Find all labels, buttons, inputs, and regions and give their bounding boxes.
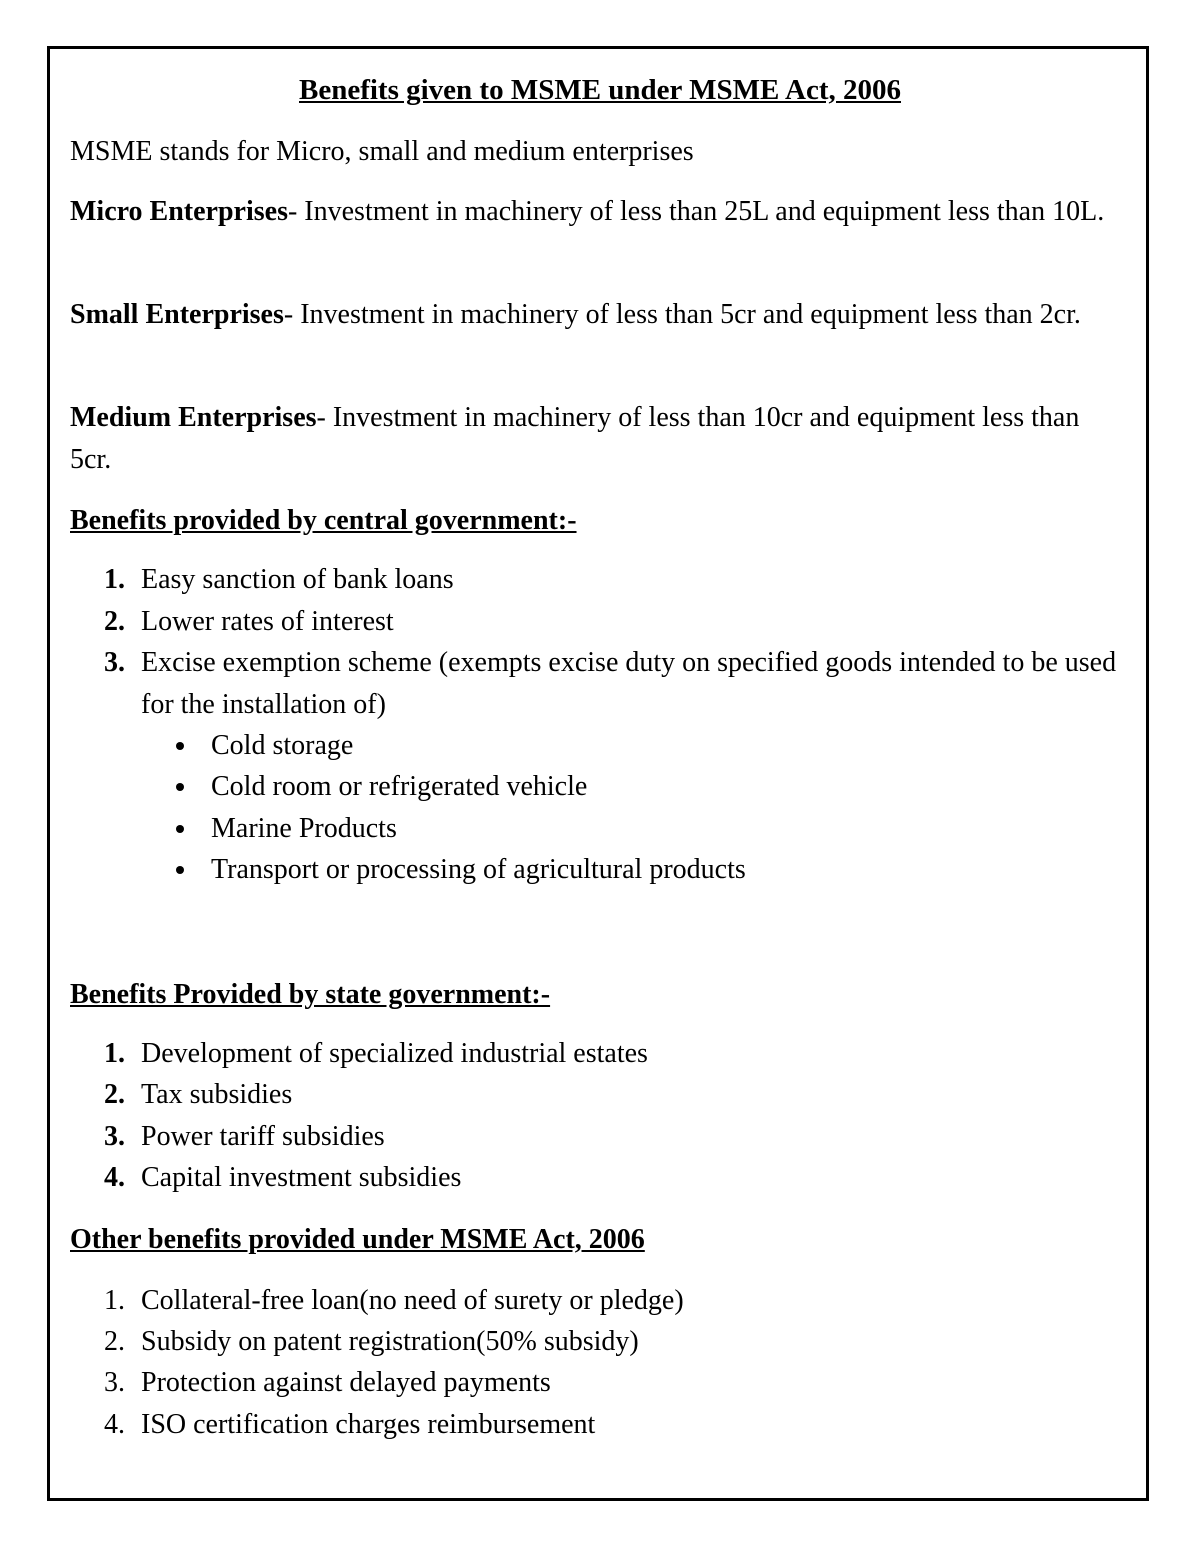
sub-list-item: Cold room or refrigerated vehicle [211,771,588,802]
list-number: 2. [104,606,125,637]
sub-list-item: Transport or processing of agricultural products [211,854,746,885]
central-heading: Benefits provided by central government:- [70,505,577,536]
definition-text: - Investment in machinery of less than 25L and equipment less than 10L. [287,196,1105,227]
list-item: Subsidy on patent registration(50% subsidy) [141,1326,639,1357]
list-item: Protection against delayed payments [141,1367,551,1398]
list-item: Power tariff subsidies [141,1121,385,1152]
definition-text: - Investment in machinery of less than 5cr and equipment less than 2cr. [283,299,1081,330]
list-number: 3. [104,1367,125,1398]
definition-term: Micro Enterprises [70,196,288,227]
list-item: Tax subsidies [141,1079,293,1110]
definition-micro [70,191,1120,233]
intro-paragraph: MSME stands for Micro, small and medium enterprises [70,136,694,167]
list-item: Collateral-free loan(no need of surety or pledge) [141,1285,684,1316]
list-number: 1. [104,1038,125,1069]
list-item: Capital investment subsidies [141,1162,462,1193]
list-number: 4. [104,1409,125,1440]
page-title: Benefits given to MSME under MSME Act, 2006 [299,74,901,106]
list-item: Excise exemption scheme (exempts excise duty on specified goods intended to be used for the installation of) [141,647,1117,720]
sub-list-item: Cold storage [211,730,354,761]
list-number: 2. [104,1079,125,1110]
list-item: Lower rates of interest [141,606,394,637]
bullet-icon [176,783,184,791]
definition-term: Small Enterprises [70,299,284,330]
list-number: 3. [104,647,125,678]
bullet-icon [176,825,184,833]
definition-term: Medium Enterprises [70,402,317,433]
sub-list-item: Marine Products [211,813,397,844]
list-number: 4. [104,1162,125,1193]
list-item: ISO certification charges reimbursement [141,1409,596,1440]
other-heading: Other benefits provided under MSME Act, 2006 [70,1224,645,1255]
state-heading: Benefits Provided by state government:- [70,979,551,1010]
list-item: Easy sanction of bank loans [141,564,454,595]
definition-medium [70,397,1120,481]
list-item: Development of specialized industrial estates [141,1038,648,1069]
bullet-icon [176,742,184,750]
bullet-icon [176,866,184,874]
list-number: 3. [104,1121,125,1152]
definition-text: - Investment in machinery of less than 10cr and equipment less than 5cr. [70,402,1080,475]
definition-small [70,294,1120,336]
list-number: 1. [104,564,125,595]
list-number: 2. [104,1326,125,1357]
list-number: 1. [104,1285,125,1316]
